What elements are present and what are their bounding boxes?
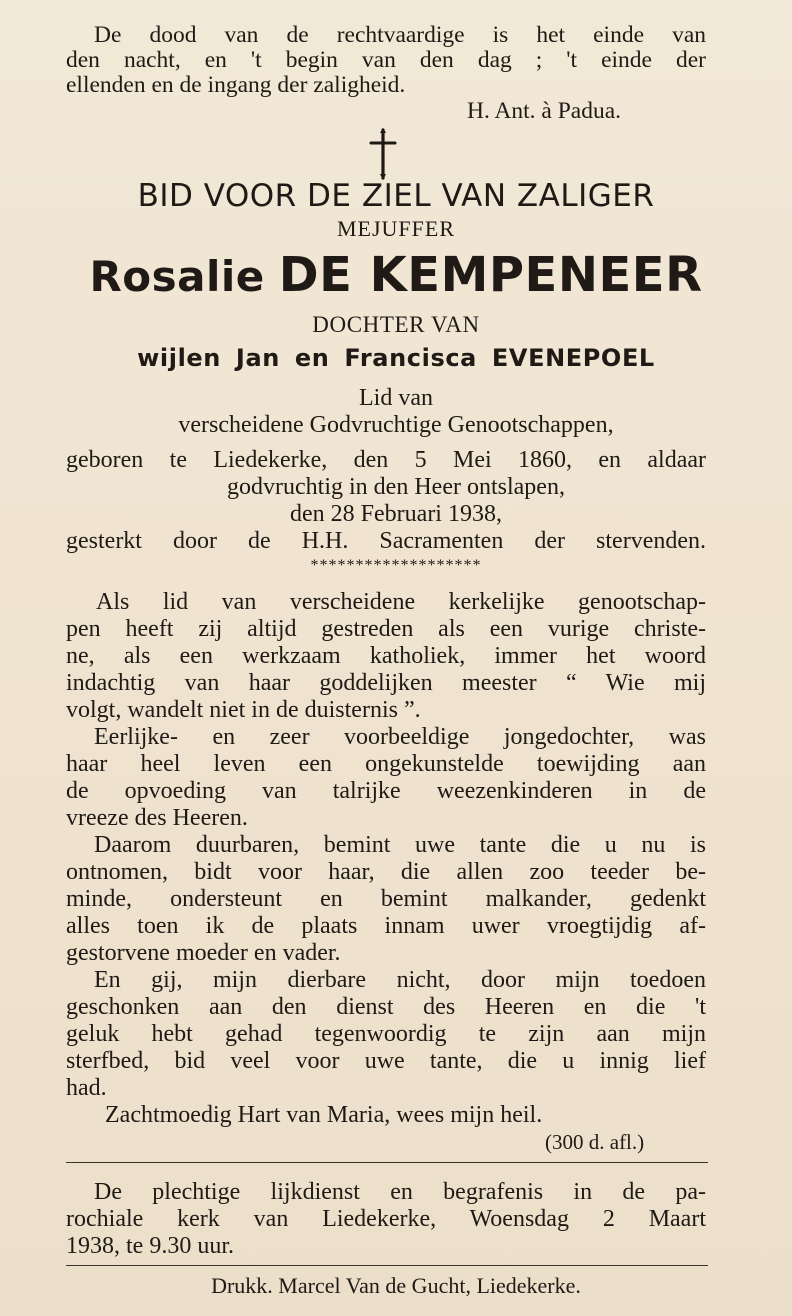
funeral-line-3: 1938, te 9.30 uur.	[66, 1233, 234, 1259]
p2-line-2: haar heel leven een ongekunstelde toewijding aan	[66, 751, 706, 777]
member-of: Lid van	[359, 385, 433, 411]
title-mejuffer: MEJUFFER	[336, 216, 456, 241]
p1-line-1: Als lid van verscheidene kerkelijke genootschap-	[96, 589, 706, 615]
p1-line-2: pen heeft zij altijd gestreden als een vurige christe-	[66, 616, 706, 642]
divider-rule-top	[66, 1162, 708, 1163]
quote-attribution: H. Ant. à Padua.	[467, 98, 622, 124]
p4-line-4: sterfbed, bid veel voor uwe tante, die u innig lief	[66, 1048, 706, 1074]
p4-line-1: En gij, mijn dierbare nicht, door mijn toedoen	[94, 967, 706, 993]
last-name: DE KEMPENEER	[278, 247, 703, 303]
p3-line-3: minde, ondersteunt en bemint malkander, gedenkt	[66, 886, 706, 912]
p4-line-5: had.	[66, 1075, 107, 1101]
sacraments-line: gesterkt door de H.H. Sacramenten der stervenden.	[66, 528, 706, 554]
p4-line-3: geluk hebt gehad tegenwoordig te zijn aan mijn	[66, 1021, 706, 1047]
p3-line-1: Daarom duurbaren, bemint uwe tante die u nu is	[94, 832, 706, 858]
first-name: Rosalie	[89, 252, 265, 301]
p2-line-4: vreeze des Heeren.	[66, 805, 248, 831]
p3-line-4: alles toen ik de plaats innam uwer vroegtijdig af-	[66, 913, 706, 939]
death-date: den 28 Februari 1938,	[290, 501, 502, 527]
p2-line-3: de opvoeding van talrijke weezenkinderen in de	[66, 778, 706, 804]
birth-line: geboren te Liedekerke, den 5 Mei 1860, en aldaar	[66, 447, 706, 473]
divider-rule-bottom	[66, 1265, 708, 1266]
quote-line-3: ellenden en de ingang der zaligheid.	[66, 72, 406, 98]
deceased-name	[0, 247, 792, 303]
p1-line-5: volgt, wandelt niet in de duisternis ”.	[66, 697, 421, 723]
p3-line-5: gestorvene moeder en vader.	[66, 940, 341, 966]
prayer-heading: BID VOOR DE ZIEL VAN ZALIGER	[137, 178, 655, 214]
star-divider: *******************	[310, 557, 482, 574]
quote-line-2: den nacht, en 't begin van den dag ; 't einde der	[66, 47, 706, 73]
societies: verscheidene Godvruchtige Genootschappen,	[178, 412, 614, 438]
daughter-of: DOCHTER VAN	[312, 312, 480, 337]
p3-line-2: ontnomen, bidt voor haar, die allen zoo teeder be-	[66, 859, 706, 885]
funeral-line-1: De plechtige lijkdienst en begrafenis in de pa-	[94, 1179, 706, 1205]
printer-credit: Drukk. Marcel Van de Gucht, Liedekerke.	[211, 1273, 581, 1298]
death-line: godvruchtig in den Heer ontslapen,	[227, 474, 565, 500]
quote-line-1: De dood van de rechtvaardige is het einde van	[94, 22, 706, 48]
parents-names: wijlen Jan en Francisca EVENEPOEL	[137, 344, 655, 372]
funeral-line-2: rochiale kerk van Liedekerke, Woensdag 2 Maart	[66, 1206, 706, 1232]
p1-line-4: indachtig van haar goddelijken meester “ Wie mij	[66, 670, 706, 696]
p1-line-3: ne, als een werkzaam katholiek, immer het woord	[66, 643, 706, 669]
indulgence: (300 d. afl.)	[545, 1130, 645, 1154]
p2-line-1: Eerlijke- en zeer voorbeeldige jongedochter, was	[94, 724, 706, 750]
p4-line-2: geschonken aan den dienst des Heeren en die 't	[66, 994, 706, 1020]
cross-icon	[368, 128, 398, 180]
closing-prayer: Zachtmoedig Hart van Maria, wees mijn heil.	[105, 1102, 543, 1128]
